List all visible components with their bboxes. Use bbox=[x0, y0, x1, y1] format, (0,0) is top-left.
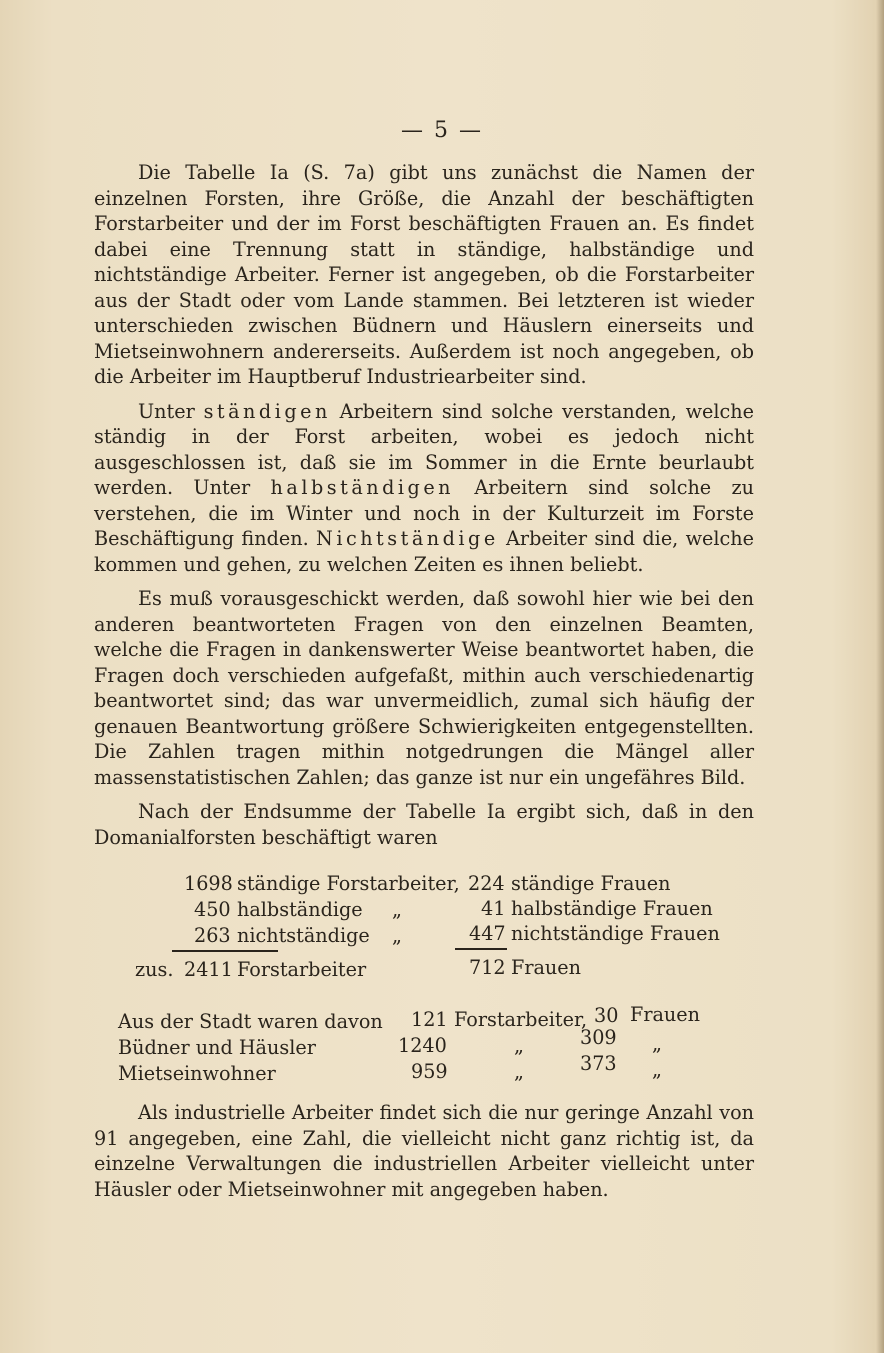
emphasis-staendigen: ständigen bbox=[203, 399, 331, 423]
origin-unit: Forstarbeiter, bbox=[454, 1008, 588, 1031]
sum-rule-left bbox=[172, 950, 278, 952]
origin-funit: Frauen bbox=[630, 1003, 700, 1026]
total-num: 2411 bbox=[184, 958, 233, 981]
origin-num: 121 bbox=[411, 1008, 448, 1031]
origin-label: Mietseinwohner bbox=[118, 1062, 276, 1085]
emphasis-nichtstaendige: Nichtständige bbox=[316, 527, 499, 550]
table-fnum: 447 bbox=[469, 922, 506, 945]
origin-fnum: 30 bbox=[594, 1004, 619, 1027]
text-segment: Unter bbox=[138, 399, 204, 423]
emphasis-halbstaendigen: halbständigen bbox=[270, 476, 455, 499]
total-label: Forstarbeiter bbox=[237, 958, 367, 981]
origin-fnum: 309 bbox=[580, 1026, 617, 1049]
total-flabel: Frauen bbox=[511, 956, 581, 979]
ditto-mark: „ bbox=[652, 1032, 662, 1055]
ditto-mark: „ bbox=[514, 1060, 524, 1083]
table-label: ständige Forstarbeiter, bbox=[237, 872, 460, 895]
table-label: halbständige bbox=[237, 898, 363, 921]
origin-label: Büdner und Häusler bbox=[118, 1036, 316, 1059]
origin-num: 959 bbox=[411, 1060, 448, 1083]
table-flabel: nichtständige Frauen bbox=[511, 922, 720, 945]
origin-fnum: 373 bbox=[580, 1052, 617, 1075]
page-number: — 5 — bbox=[401, 118, 483, 143]
ditto-mark: „ bbox=[652, 1058, 662, 1081]
origin-num: 1240 bbox=[398, 1034, 447, 1057]
text-segment: Arbeitern sind solche zu verstehen, die im Winter und noch in der Kulturzeit im Forste Beschäftigung finden. bbox=[94, 476, 754, 550]
paragraph-endsumme: Nach der Endsumme der Tabelle Ia ergibt sich, daß in den Domanialforsten beschäftigt waren bbox=[94, 800, 754, 849]
table-label: nichtständige bbox=[237, 924, 370, 947]
paragraph-definitions bbox=[94, 399, 754, 578]
total-prefix: zus. bbox=[135, 958, 174, 981]
workers-table bbox=[0, 868, 884, 988]
table-fnum: 41 bbox=[481, 897, 506, 920]
sum-rule-right bbox=[455, 948, 507, 950]
table-num: 263 bbox=[194, 924, 231, 947]
paragraph-tabelle-intro: Die Tabelle Ia (S. 7a) gibt uns zunächst die Namen der einzelnen Forsten, ihre Größe, die Anzahl der beschäftigten Forstarbeiter und der im Forst beschäftigten Frauen an. Es findet dabei eine Trennung statt in ständige, halbständige und nichtständige Arbeiter. Ferner ist angegeben, ob die Forstarbeiter aus der Stadt oder vom Lande stammen. Bei letzteren ist wieder unterschieden zwischen Büdnern und Häuslern einerseits und Mietseinwohnern andererseits. Außerdem ist noch angegeben, ob die Arbeiter im Hauptberuf Industriearbeiter sind. bbox=[94, 161, 754, 388]
origin-table bbox=[0, 1003, 884, 1086]
text-segment: Arbeitern sind solche verstanden, welche ständig in der Forst arbeiten, wobei es jedoch nicht ausgeschlossen ist, daß sie im Sommer in die Ernte beurlaubt werden. Unter bbox=[94, 399, 754, 499]
total-fnum: 712 bbox=[469, 956, 506, 979]
table-flabel: ständige Frauen bbox=[511, 872, 671, 895]
text-segment: Arbeiter sind die, welche kommen und gehen, zu welchen Zeiten es ihnen beliebt. bbox=[94, 527, 754, 576]
table-num: 450 bbox=[194, 898, 231, 921]
page-edge-shadow bbox=[876, 0, 884, 1353]
ditto-mark: „ bbox=[392, 924, 402, 947]
paragraph-industrielle: Als industrielle Arbeiter findet sich die nur geringe Anzahl von 91 angegeben, eine Zahl, die vielleicht nicht ganz richtig ist, da einzelne Verwaltungen die industriellen Arbeiter vielleicht unter Häusler oder Mietseinwohner mit angegeben haben. bbox=[94, 1101, 754, 1201]
paragraph-caveat: Es muß vorausgeschickt werden, daß sowohl hier wie bei den anderen beantworteten Fragen von den einzelnen Beamten, welche die Fragen in dankenswerter Weise beantwortet haben, die Fragen doch verschieden aufgefaßt, mithin auch verschiedenartig beantwortet sind; das war unvermeidlich, zumal sich häufig der genauen Beantwortung größere Schwierigkeiten entgegenstellten. Die Zahlen tragen mithin notgedrungen die Mängel aller massenstatistischen Zahlen; das ganze ist nur ein ungefähres Bild. bbox=[94, 587, 754, 789]
table-fnum: 224 bbox=[468, 872, 505, 895]
table-flabel: halbständige Frauen bbox=[511, 897, 713, 920]
ditto-mark: „ bbox=[514, 1034, 524, 1057]
closing-text bbox=[94, 1100, 754, 1202]
table-num: 1698 bbox=[184, 872, 233, 895]
body-text bbox=[94, 160, 754, 859]
origin-label: Aus der Stadt waren davon bbox=[118, 1010, 383, 1033]
ditto-mark: „ bbox=[392, 898, 402, 921]
